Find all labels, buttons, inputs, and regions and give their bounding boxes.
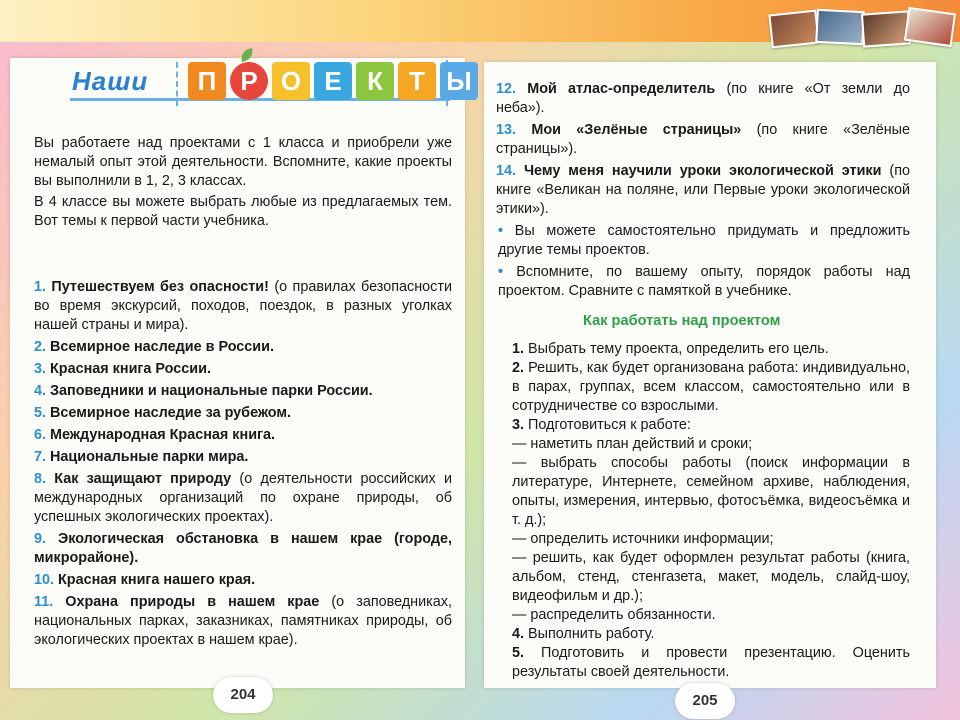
step-number: — xyxy=(512,531,527,547)
topic-number: 2. xyxy=(34,339,50,355)
step-item xyxy=(512,435,910,454)
step-item xyxy=(512,454,910,530)
topic-description: (по книге «Великан на поляне, или Первые уроки экологической этики»). xyxy=(496,163,910,217)
step-text: распределить обязанности. xyxy=(530,607,716,623)
step-number: 3. xyxy=(512,417,525,433)
topic-number: 12. xyxy=(496,81,528,97)
how-to-subheading: Как работать над проектом xyxy=(583,313,781,329)
step-text: Выполнить работу. xyxy=(528,626,655,642)
title-letter: О xyxy=(272,62,310,100)
topic-title: Красная книга нашего края. xyxy=(58,572,256,588)
step-text: определить источники информации; xyxy=(530,531,774,547)
topic-number: 9. xyxy=(34,531,58,547)
topic-title: Как защищают природу xyxy=(54,471,232,487)
section-title-word: Наши xyxy=(72,66,149,96)
topic-number: 6. xyxy=(34,427,50,443)
topic-number: 10. xyxy=(34,572,59,588)
topic-number: 8. xyxy=(34,471,55,487)
step-item xyxy=(512,530,910,549)
topic-number: 11. xyxy=(34,594,66,610)
topic-title: Охрана природы в нашем крае xyxy=(65,594,320,610)
step-item xyxy=(512,340,910,359)
step-number: 5. xyxy=(512,645,525,661)
intro-paragraph-1: Вы работаете над проектами с 1 класса и приобрели уже немалый опыт этой деятельности. Вспомните, какие проекты вы выполнили в 1, 2, 3 классах. xyxy=(34,135,452,189)
title-letter: Е xyxy=(314,62,352,100)
step-item xyxy=(512,644,910,682)
step-item xyxy=(512,549,910,606)
topic-number: 13. xyxy=(496,122,532,138)
topic-item xyxy=(34,338,452,357)
topic-number: 14. xyxy=(496,163,524,179)
topic-item xyxy=(34,278,452,335)
topic-number: 7. xyxy=(34,449,50,465)
topic-item xyxy=(34,571,452,590)
topic-item xyxy=(34,448,452,467)
topic-item xyxy=(34,470,452,527)
step-text: Решить, как будет организована работа: индивидуально, в парах, группах, всем классом, самостоятельно или в сотрудничестве со взрослыми. xyxy=(512,360,910,414)
bullet-icon: • xyxy=(498,264,517,280)
topic-description: (по книге «От земли до неба»). xyxy=(496,81,910,116)
topic-description: (по книге «Зелёные страницы»). xyxy=(496,122,910,157)
topic-item xyxy=(496,121,910,159)
topic-item xyxy=(34,426,452,445)
topic-title: Чему меня научили уроки экологической этики xyxy=(523,163,882,179)
topic-item xyxy=(496,162,910,219)
step-number: 1. xyxy=(512,341,525,357)
topic-item xyxy=(496,80,910,118)
topic-description: (о деятельности российских и международных организаций по охране природы, об успешных экологических проектах). xyxy=(34,471,453,525)
step-item xyxy=(512,606,910,625)
step-text: Подготовиться к работе: xyxy=(528,417,691,433)
step-text: выбрать способы работы (поиск информации в литературе, Интернете, семейном архиве, наблюдения, опыты, измерения, интервью, фотосъёмка, видеосъёмка и т. д.); xyxy=(512,455,911,528)
title-letter: К xyxy=(356,62,394,100)
step-number: — xyxy=(512,436,527,452)
step-text: Выбрать тему проекта, определить его цель. xyxy=(528,341,829,357)
topic-description: (о правилах безопасности во время экскурсий, походов, поездок, в разных уголках нашей страны и мира). xyxy=(34,279,452,333)
topic-title: Мой атлас-определитель xyxy=(527,81,716,97)
project-steps-list xyxy=(512,340,910,682)
tip-item xyxy=(498,222,910,260)
step-text: наметить план действий и сроки; xyxy=(530,436,753,452)
topic-title: Международная Красная книга. xyxy=(50,427,276,443)
intro-paragraph-2: В 4 классе вы можете выбрать любые из предлагаемых тем. Вот темы к первой части учебника. xyxy=(34,194,452,229)
step-item xyxy=(512,625,910,644)
title-letter: Р xyxy=(230,62,268,100)
dimension-marker xyxy=(176,62,186,106)
topic-title: Экологическая обстановка в нашем крае (городе, микрорайоне). xyxy=(34,531,452,566)
topic-description: (о заповедниках, национальных парках, заказниках, памятниках природы, об экологических проектах в нашем крае). xyxy=(34,594,452,648)
tips-list xyxy=(498,222,910,304)
step-item xyxy=(512,359,910,416)
step-number: — xyxy=(512,455,527,471)
topic-item xyxy=(34,382,452,401)
topic-title: Заповедники и национальные парки России. xyxy=(50,383,373,399)
title-letter: П xyxy=(188,62,226,100)
step-text: решить, как будет оформлен результат работы (книга, альбом, стенд, стенгазета, макет, модель, слайд-шоу, видеофильм и др.); xyxy=(512,550,911,604)
topic-title: Красная книга России. xyxy=(50,361,211,377)
step-item xyxy=(512,416,910,435)
topic-number: 3. xyxy=(34,361,50,377)
topic-title: Национальные парки мира. xyxy=(50,449,249,465)
intro-text xyxy=(34,134,452,231)
topic-number: 5. xyxy=(34,405,50,421)
topic-title: Всемирное наследие в России. xyxy=(50,339,274,355)
topic-title: Путешествуем без опасности! xyxy=(51,279,269,295)
page-number-left: 204 xyxy=(213,677,273,713)
section-title-letters xyxy=(188,62,478,106)
page-number-right: 205 xyxy=(675,683,735,719)
photo-strip xyxy=(770,8,950,42)
step-text: Подготовить и провести презентацию. Оценить результаты своей деятельности. xyxy=(512,645,911,680)
title-letter: Т xyxy=(398,62,436,100)
topic-item xyxy=(34,360,452,379)
topic-item xyxy=(34,530,452,568)
tip-text: Вы можете самостоятельно придумать и предложить другие темы проектов. xyxy=(498,223,910,258)
topic-title: Мои «Зелёные страницы» xyxy=(531,122,742,138)
topic-item xyxy=(34,593,452,650)
step-number: 4. xyxy=(512,626,525,642)
topic-number: 4. xyxy=(34,383,50,399)
tip-item xyxy=(498,263,910,301)
title-letter: Ы xyxy=(440,62,478,100)
topic-title: Всемирное наследие за рубежом. xyxy=(50,405,291,421)
step-number: 2. xyxy=(512,360,525,376)
tip-text: Вспомните, по вашему опыту, порядок работы над проектом. Сравните с памяткой в учебнике. xyxy=(498,264,910,299)
step-number: — xyxy=(512,550,527,566)
topic-list-part2 xyxy=(496,80,910,222)
topic-item xyxy=(34,404,452,423)
topic-number: 1. xyxy=(34,279,52,295)
topic-list-part1 xyxy=(34,278,452,653)
bullet-icon: • xyxy=(498,223,515,239)
step-number: — xyxy=(512,607,527,623)
